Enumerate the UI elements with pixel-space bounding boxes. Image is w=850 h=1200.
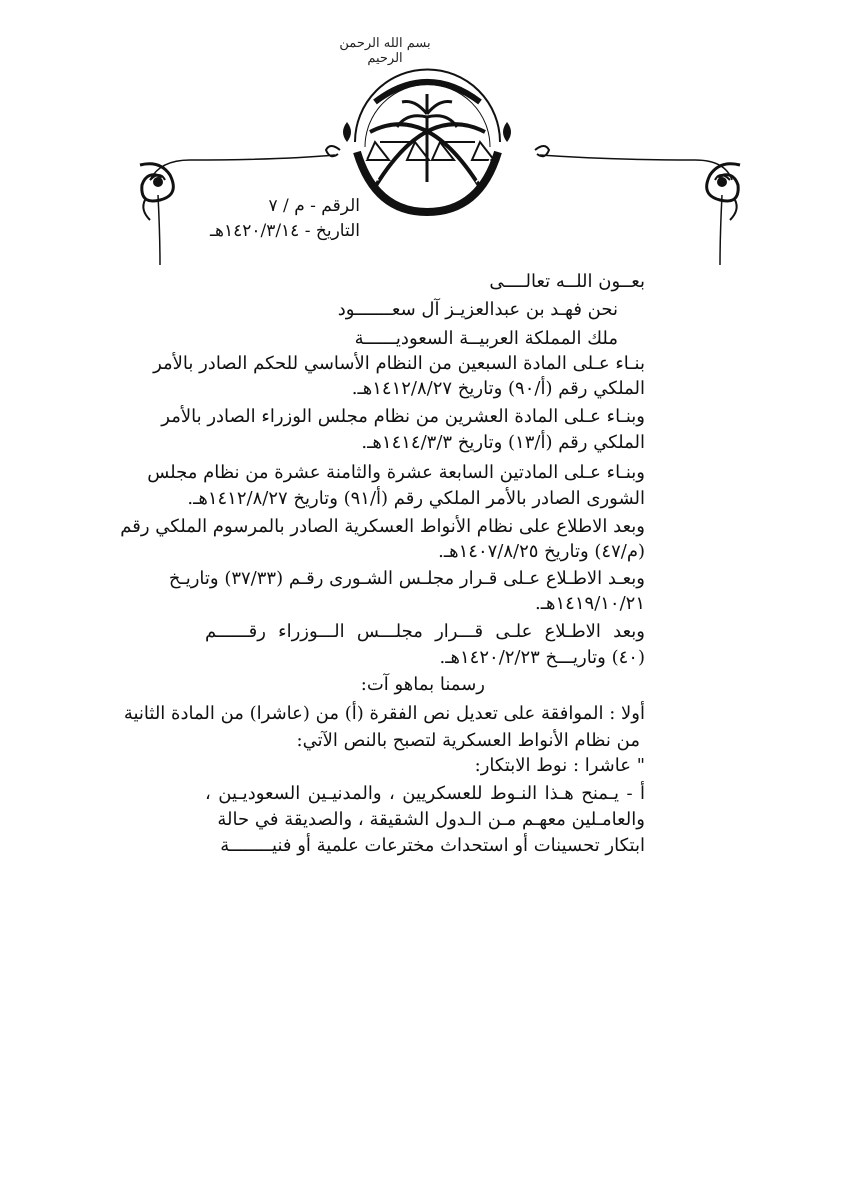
invocation: بعــون اللــه تعالــــى (489, 271, 645, 292)
preamble-6-line-1: وبعد الاطـلاع علـى قـــرار مجلـــس الـــوزراء رقــــــم (205, 621, 645, 642)
quote-heading: " عاشرا : نوط الابتكار: (474, 755, 645, 776)
ornament-right-icon (520, 140, 750, 270)
preamble-5-line-1: وبعـد الاطـلاع عـلى قـرار مجلـس الشـورى رقـم (٣٧/٣٣) وتاريـخ (168, 568, 645, 589)
item-a-line-1: أ - يـمنح هـذا النـوط للعسكريين ، والمدنيـين السعوديـين ، (205, 783, 645, 804)
article-1-line-2: من نظام الأنواط العسكرية لتصبح بالنص الآتي: (296, 730, 640, 751)
item-a-line-3: ابتكار تحسينات أو استحداث مخترعات علمية أو فنيــــــــة (220, 835, 645, 856)
king-title: ملك المملكة العربيــة السعوديــــــة (354, 328, 618, 349)
reference-date: التاريخ - ١٤٢٠/٣/١٤هـ (209, 221, 360, 241)
preamble-5-line-2: ١٤١٩/١٠/٢١هـ. (535, 593, 645, 614)
item-a-line-2: والعامـلين معهـم مـن الـدول الشقيقة ، والصديقة في حالة (217, 809, 645, 830)
preamble-6-line-2: (٤٠) وتاريـــخ ١٤٢٠/٢/٢٣هـ. (439, 647, 645, 668)
preamble-3-line-1: وبنـاء عـلى المادتين السابعة عشرة والثامنة عشرة من نظام مجلس (147, 462, 645, 483)
emblem-seal (335, 62, 520, 217)
preamble-1-line-2: الملكي رقم (أ/٩٠) وتاريخ ١٤١٢/٨/٢٧هـ. (351, 378, 645, 399)
preamble-1-line-1: بنـاء عـلى المادة السبعين من النظام الأساسي للحكم الصادر بالأمر (153, 353, 645, 374)
reference-number: الرقم - م / ٧ (268, 196, 360, 216)
king-name: نحن فهـد بن عبدالعزيـز آل سعـــــــود (337, 299, 618, 320)
article-1-line-1: أولا : الموافقة على تعديل نص الفقرة (أ) من (عاشرا) من المادة الثانية (123, 703, 645, 724)
decree-intro: رسمنا بماهو آت: (360, 674, 485, 695)
basmala: بسم الله الرحمن الرحيم (339, 36, 431, 66)
preamble-4-line-2: (م/٤٧) وتاريخ ١٤٠٧/٨/٢٥هـ. (438, 541, 645, 562)
preamble-2-line-1: وبنـاء عـلى المادة العشرين من نظام مجلس الوزراء الصادر بالأمر (161, 406, 645, 427)
preamble-2-line-2: الملكي رقم (أ/١٣) وتاريخ ١٤١٤/٣/٣هـ. (361, 432, 645, 453)
preamble-3-line-2: الشورى الصادر بالأمر الملكي رقم (أ/٩١) وتاريخ ١٤١٢/٨/٢٧هـ. (187, 488, 645, 509)
preamble-4-line-1: وبعد الاطلاع على نظام الأنواط العسكرية الصادر بالمرسوم الملكي رقم (120, 516, 645, 537)
